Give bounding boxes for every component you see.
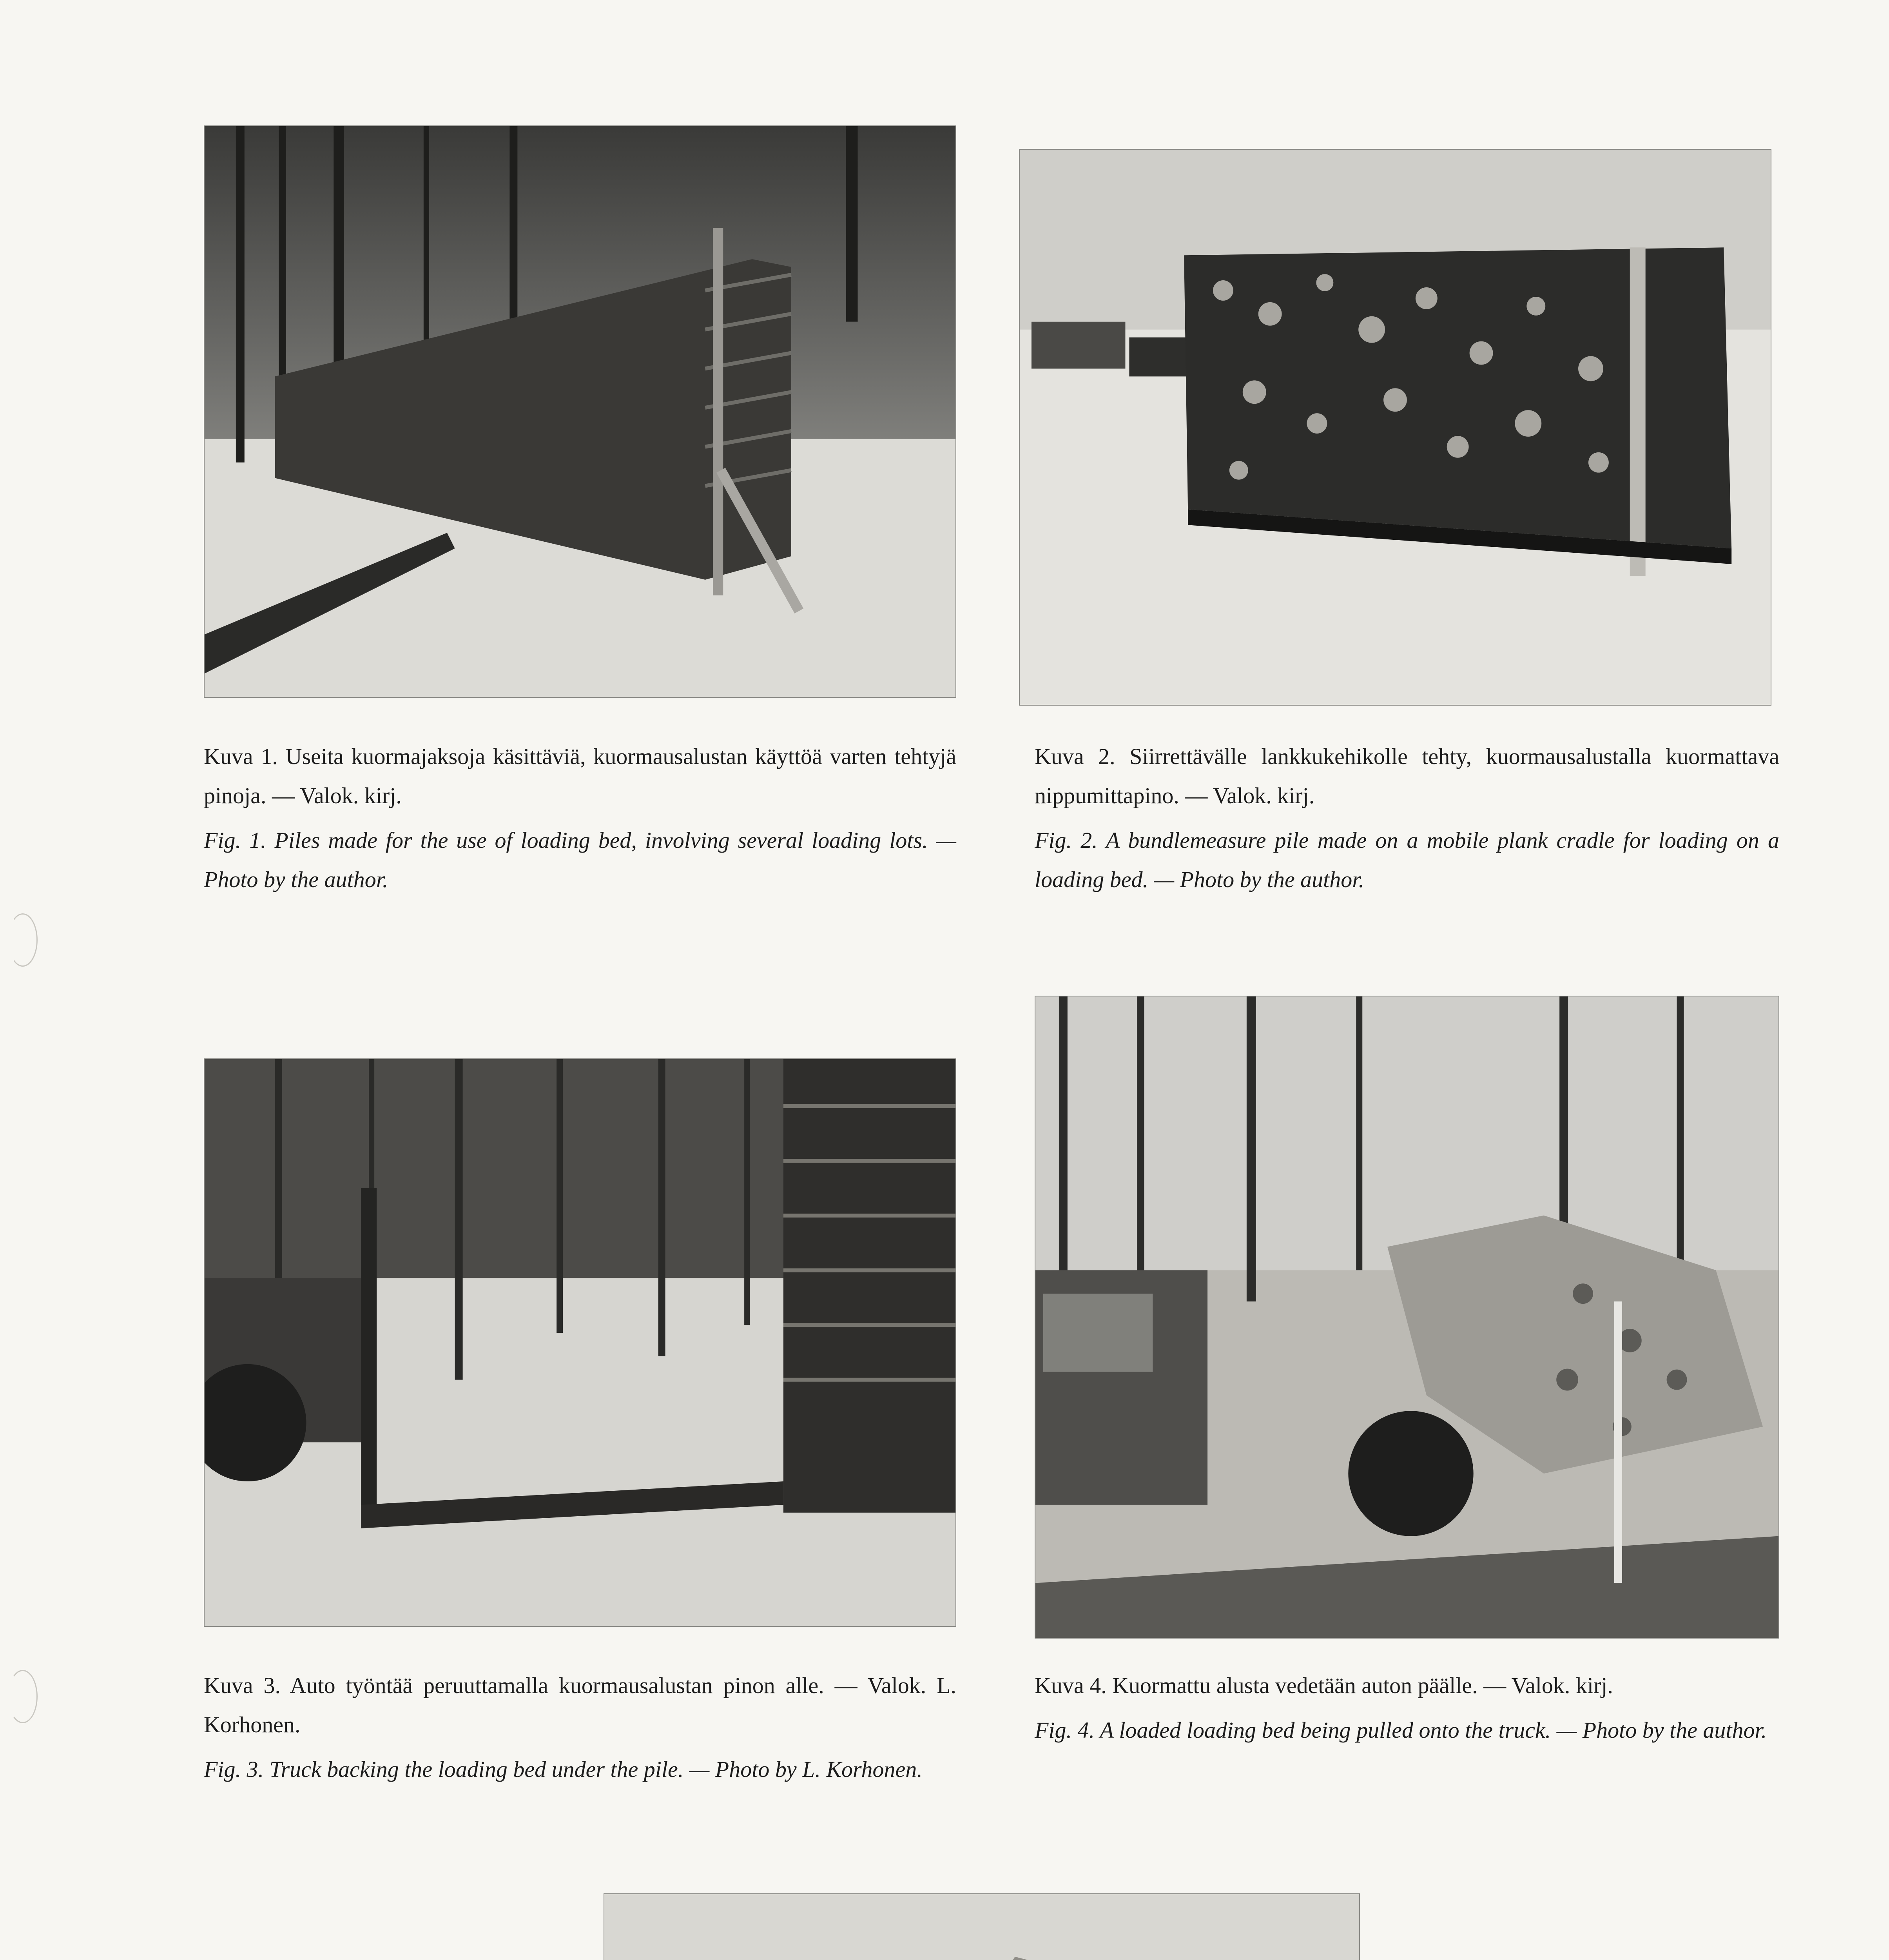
figure-1-caption-finnish: Kuva 1. Useita kuormajaksoja käsittäviä, kuormausalustan käyttöä varten tehtyjä pinoja. — Valok. kirj. — [204, 744, 956, 808]
figure-4-caption-english: Fig. 4. A loaded loading bed being pulled onto the truck. — Photo by the author. — [1035, 1717, 1767, 1743]
figure-1-caption — [204, 737, 956, 899]
figure-4-caption — [1035, 1666, 1779, 1750]
figure-3-caption-english: Fig. 3. Truck backing the loading bed under the pile. — Photo by L. Korhonen. — [204, 1757, 923, 1782]
figure-2-caption-english: Fig. 2. A bundlemeasure pile made on a mobile plank cradle for loading on a loading bed. — Photo by the author. — [1035, 828, 1779, 892]
figure-2-caption — [1035, 737, 1779, 899]
figure-4-photo — [1035, 996, 1779, 1639]
punch-hole — [8, 1670, 38, 1723]
figure-2-caption-finnish: Kuva 2. Siirrettävälle lankkukehikolle tehty, kuormausalustalla kuormattava nippumittapino. — Valok. kirj. — [1035, 744, 1779, 808]
figure-5-photo — [604, 1893, 1360, 1960]
figure-3-caption-finnish: Kuva 3. Auto työntää peruuttamalla kuormausalustan pinon alle. — Valok. L. Korhonen. — [204, 1673, 956, 1737]
figure-2-photo — [1019, 149, 1771, 706]
figure-3-photo — [204, 1058, 956, 1627]
figure-1-photo — [204, 125, 956, 698]
figure-4-caption-finnish: Kuva 4. Kuormattu alusta vedetään auton päälle. — Valok. kirj. — [1035, 1673, 1613, 1698]
punch-hole — [8, 913, 38, 967]
figure-1-caption-english: Fig. 1. Piles made for the use of loading bed, involving several loading lots. — Photo by the author. — [204, 828, 956, 892]
figure-3-caption — [204, 1666, 956, 1789]
